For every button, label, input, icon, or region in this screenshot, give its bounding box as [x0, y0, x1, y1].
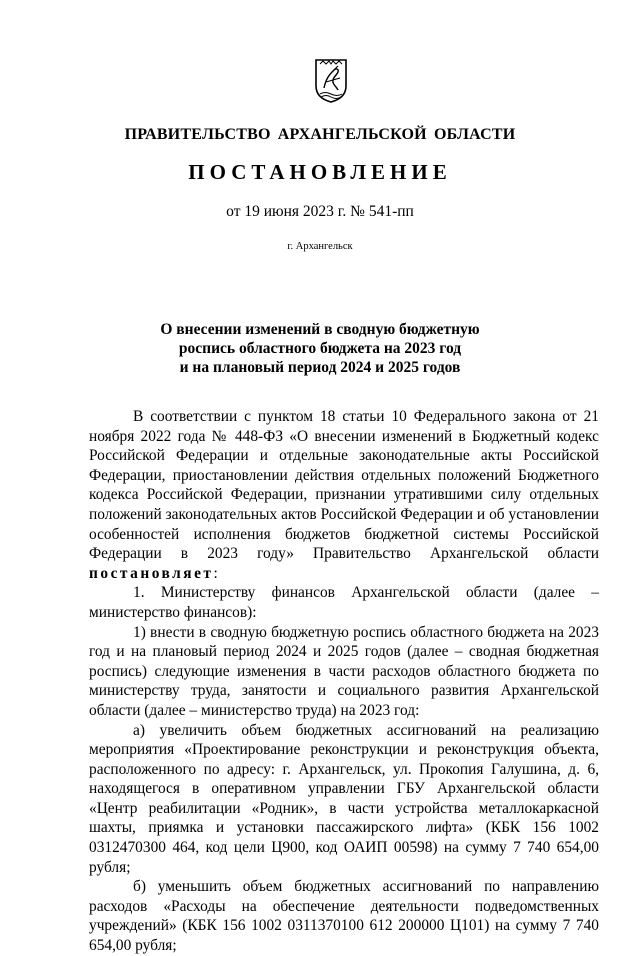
- organization-name: ПРАВИТЕЛЬСТВО АРХАНГЕЛЬСКОЙ ОБЛАСТИ: [124, 126, 516, 143]
- document-type-title: ПОСТАНОВЛЕНИЕ: [188, 160, 452, 184]
- subject-line: и на плановый период 2024 и 2025 годов: [179, 359, 461, 376]
- item-1-1-paragraph: 1) внести в сводную бюджетную роспись областного бюджета на 2023 год и на плановый период 2024 и 2025 годов (далее – сводная бюджетная роспись) следующие изменения в части расходов областного бюджета по министерству труда, занятости и социального развития Архангельской области (далее – министерство труда) на 2023 год:: [89, 623, 599, 719]
- subject-line: роспись областного бюджета на 2023 год: [178, 340, 462, 357]
- document-body: [89, 407, 599, 956]
- item-a-paragraph: а) увеличить объем бюджетных ассигнований на реализацию мероприятия «Проектирование реконструкции и реконструкция объекта, расположенного по адресу: г. Архангельск, ул. Прокопия Галушина, д. 6, находящегося в оперативном управлении ГБУ Архангельской области «Центр реабилитации «Родник», в части устройства металлокаркасной шахты, приямка и установки пассажирского лифта» (КБК 156 1002 0312470300 464, код цели Ц900, код ОАИП 00598) на сумму 7 740 654,00 рубля;: [89, 721, 599, 876]
- preamble-text: В соответствии с пунктом 18 статьи 10 Федерального закона от 21 ноября 2022 года № 448-ФЗ «О внесении изменений в Бюджетный кодекс Российской Федерации и отдельные законодательные акты Российской Федерации, приостановлении действия отдельных положений Бюджетного кодекса Российской Федерации, признании утратившими силу отдельных положений законодательных актов Российской Федерации и об установлении особенностей исполнения бюджетов бюджетной системы Российской Федерации в 2023 году» Правительство Архангельской области: [89, 408, 599, 563]
- decree-word: постановляет: [89, 564, 214, 582]
- item-1-paragraph: 1. Министерству финансов Архангельской области (далее – министерство финансов):: [89, 584, 599, 621]
- subject-line: О внесении изменений в сводную бюджетную: [160, 321, 480, 338]
- item-b-paragraph: б) уменьшить объем бюджетных ассигнований по направлению расходов «Расходы на обеспечение деятельности подведомственных учреждений» (КБК 156 1002 0311370100 612 200000 Ц101) на сумму 7 740 654,00 рубля;: [89, 878, 599, 955]
- document-date-number: от 19 июня 2023 г. № 541-пп: [226, 203, 414, 220]
- document-subject: [0, 320, 640, 377]
- preamble-paragraph: [89, 407, 599, 583]
- decree-colon: :: [213, 564, 218, 582]
- document-city: г. Архангельск: [287, 241, 353, 252]
- coat-of-arms-icon: [314, 58, 348, 104]
